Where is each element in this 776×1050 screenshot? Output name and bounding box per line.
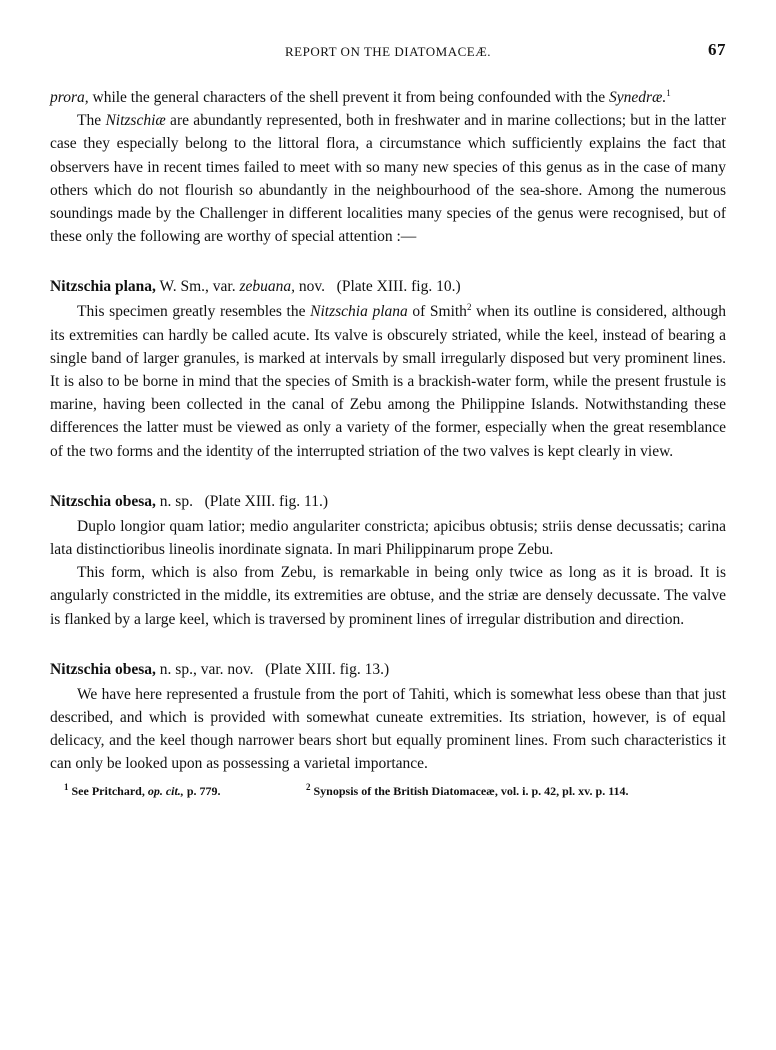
species-heading: Nitzschia obesa, n. sp., var. nov. (Plate XIII. fig. 13.) (50, 660, 390, 678)
page-number: 67 (708, 40, 726, 59)
italic-term: Nitzschiæ (105, 112, 166, 130)
plate-reference: (Plate XIII. fig. 10.) (336, 278, 461, 296)
species-description: This specimen greatly resembles the Nitzschia plana of Smith$^2$ when its outline is considered, although its extremities can hardly be called acute. Its valve is obscurely striated, while the keel, instead of bearing a single band of larger granules, is marked at intervals by small irregularly disposed but very prominent lines. It is also to be borne in mind that the species of Smith is a brackish-water form, while the present frustule is marine, having been collected in the canal of Zebu among the Philippine Islands. Notwithstanding these differences the latter must be viewed as only a variety of the former, especially when the great resemblance of the two forms and the identity of the interrupted striation of the two valves is kept clearly in view. (50, 302, 726, 460)
continuation-paragraph: prora, while the general characters of the shell prevent it from being confounded with the Synedræ.$^1$ (50, 87, 671, 106)
italic-term: Nitzschia plana (310, 303, 408, 321)
species-description: We have here represented a frustule from the port of Tahiti, which is somewhat less obese than that just described, and which is provided with somewhat cuneate extremities. Its striation, however, is of equal delicacy, and the keel though narrower bears short but equally prominent lines. From such characteristics it can only be looked upon as possessing a varietal importance. (50, 685, 726, 773)
italic-term: Synedræ. (608, 89, 667, 106)
footnote-ref: 1 (666, 87, 671, 98)
footnotes (50, 781, 726, 804)
page-header (50, 40, 726, 64)
species-heading: Nitzschia obesa, n. sp. (Plate XIII. fig. 11.) (50, 492, 328, 510)
plate-reference: (Plate XIII. fig. 11.) (204, 492, 328, 510)
footnote-2: $^2$ Synopsis of the British Diatomaceæ, vol. i. p. 42, pl. xv. p. 114. (306, 781, 629, 798)
footnote-1: $^1$ See Pritchard, op. cit., p. 779. (64, 781, 221, 798)
plate-reference: (Plate XIII. fig. 13.) (265, 660, 390, 678)
latin-diagnosis: Duplo longior quam latior; medio angulariter constricta; apicibus obtusis; striis dense decussatis; carina lata distinctioribus lineolis inordinate signata. In mari Philippinarum prope Zebu. (50, 517, 726, 559)
document-page (50, 40, 726, 804)
running-title: REPORT ON THE DIATOMACEÆ. (284, 44, 491, 59)
italic-term: prora, (50, 89, 89, 106)
footnote-ref: 2 (466, 302, 472, 313)
species-description: This form, which is also from Zebu, is remarkable in being only twice as long as it is broad. It is angularly constricted in the middle, its extremities are obtuse, and the striæ are densely decussate. The valve is flanked by a large keel, which is traversed by prominent lines of irregular distribution and direction. (50, 564, 726, 628)
intro-paragraph: The Nitzschiæ are abundantly represented, both in freshwater and in marine collections; but in the latter case they especially belong to the littoral flora, a circumstance which sufficiently explains the fact that observers have in recent times failed to meet with so many new species of this genus as in the case of many others which do not flourish so abundantly in the neighbourhood of the sea-shore. Among the numerous soundings made by the Challenger in different localities many species of the genus were recognised, but of these only the following are worthy of special attention :— (50, 112, 726, 246)
species-heading: Nitzschia plana, W. Sm., var. zebuana, nov. (Plate XIII. fig. 10.) (50, 278, 461, 296)
